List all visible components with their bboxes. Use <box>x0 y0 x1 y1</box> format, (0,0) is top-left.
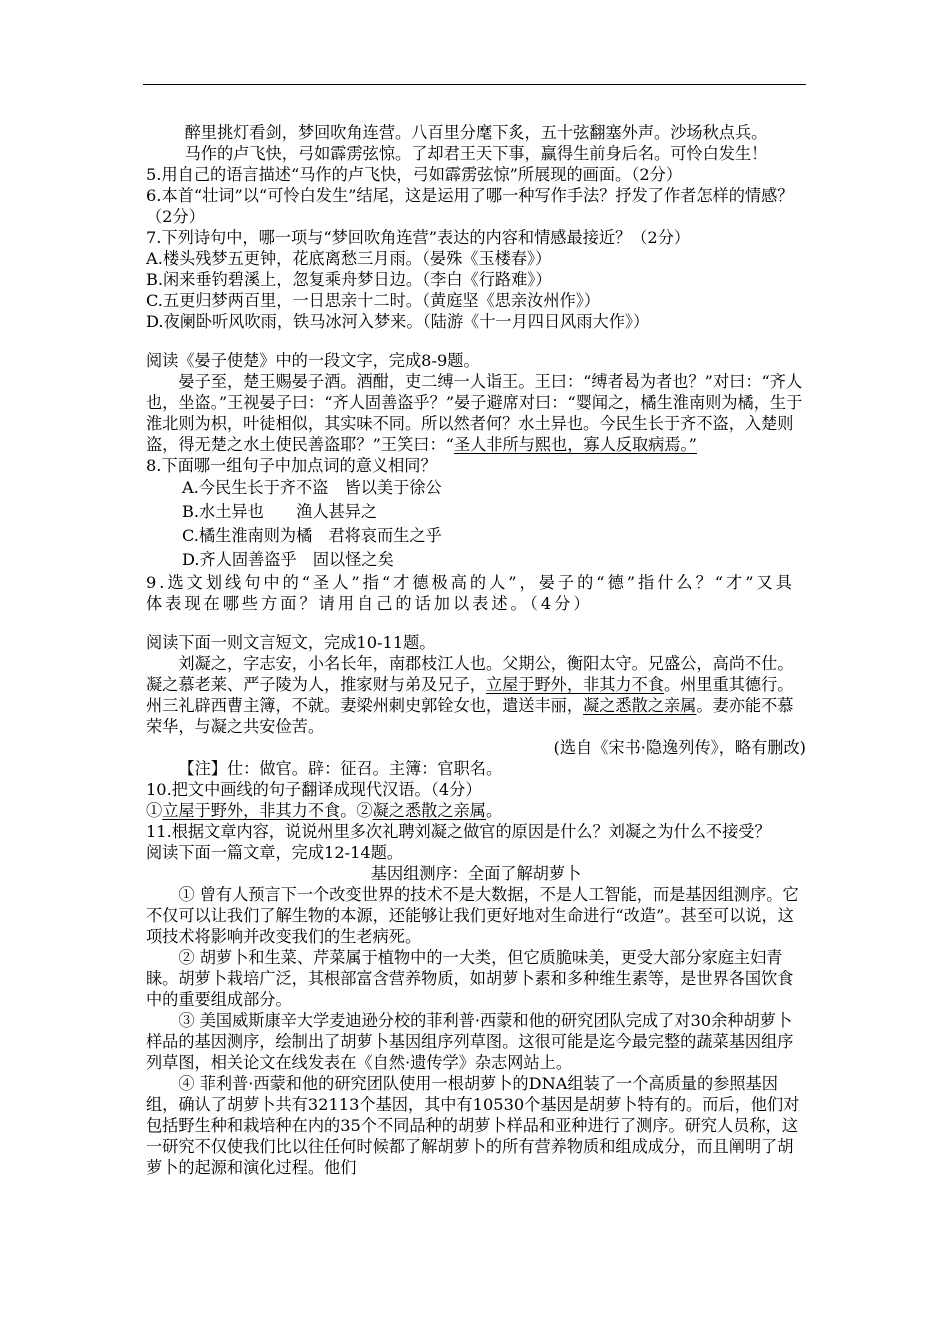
poem-line-2: 马作的卢飞快，弓如霹雳弦惊。了却君王天下事，赢得生前身后名。可怜白发生！ <box>184 144 768 163</box>
circled-number-1: ① <box>146 801 163 820</box>
yanzi-passage <box>146 371 806 455</box>
liu-text-1: 刘凝之，字志安，小名长年，南郡枝江人也。父期公，衡阳太守。兄盛公，高尚不仕。凝之慕老莱、严子陵为人，推家财与弟及兄子， <box>146 654 794 694</box>
question-5: 5.用自己的语言描述“马作的卢飞快，弓如霹雳弦惊”所展现的画面。（2分） <box>146 165 683 184</box>
question-9: 9.选文划线句中的“圣人”指“才德极高的人”，晏子的“德”指什么？“才”又具体表现在哪些方面？请用自己的话加以表述。（4分） <box>146 573 795 613</box>
liu-intro: 阅读下面一则文言短文，完成10-11题。 <box>146 633 436 652</box>
article-title: 基因组测序：全面了解胡萝卜 <box>370 864 582 883</box>
liu-text-3: 。妻亦能不慕荣华，与凝之共安俭苦。 <box>146 696 794 736</box>
section-gap <box>146 332 806 350</box>
article-paragraph-1: ① 曾有人预言下一个改变世界的技术不是大数据，不是人工智能，而是基因组测序。它不仅可以让我们了解生物的本源，还能够让我们更好地对生命进行“改造”。甚至可以说，这项技术将影响并改变我们的生老病死。 <box>146 885 799 946</box>
liu-note: 【注】仕：做官。辟：征召。主簿：官职名。 <box>178 759 503 778</box>
article-paragraph-4: ④ 菲利普·西蒙和他的研究团队使用一根胡萝卜的DNA组装了一个高质量的参照基因组，确认了胡萝卜共有32113个基因，其中有10530个基因是胡萝卜特有的。而后，他们对包括野生种和栽培种在内的35个不同品种的胡萝卜样品和亚种进行了测序。研究人员称，这一研究不仅使我们比以往任何时候都了解胡萝卜的所有营养物质和组成成分，而且阐明了胡萝卜的起源和演化过程。他们 <box>146 1074 800 1177</box>
document-page <box>146 122 806 1178</box>
question-8-option-c: C.橘生淮南则为橘 君将哀而生之乎 <box>182 526 442 545</box>
question-8-stem: 8.下面哪一组句子中加点词的意义相同？ <box>146 456 437 475</box>
liu-underline-2: 凝之悉散之亲属 <box>583 696 697 715</box>
question-7-stem: 7.下列诗句中，哪一项与“梦回吹角连营”表达的内容和情感最接近？（2分） <box>146 228 691 247</box>
question-7-option-a: A.楼头残梦五更钟，花底离愁三月雨。（晏殊《玉楼春》） <box>146 249 552 268</box>
sentence-2: 凝之悉散之亲属 <box>372 801 486 820</box>
liu-underline-1: 立屋于野外，非其力不食 <box>485 675 664 694</box>
yanzi-text: 晏子至，楚王赐晏子酒。酒酣，吏二缚一人诣王。王曰：“缚者曷为者也？”对曰：“齐人也，坐盗。”王视晏子曰：“齐人固善盗乎？”晏子避席对曰：“婴闻之，橘生淮南则为橘，生于淮北则为枳，叶徒相似，其实味不同。所以然者何？水土异也。今民生长于齐不盗，入楚则盗，得无楚之水土使民善盗耶？”王笑曰：“ <box>146 372 803 454</box>
yanzi-intro: 阅读《晏子使楚》中的一段文字，完成8-9题。 <box>146 351 480 370</box>
header-rule <box>143 84 806 85</box>
question-6: 6.本首“壮词”以“可怜白发生”结尾，这是运用了哪一种写作手法？抒发了作者怎样的情感？（2分） <box>146 186 794 226</box>
question-8-option-a: A.今民生长于齐不盗 皆以美于徐公 <box>182 478 442 497</box>
sentence-1: 立屋于野外，非其力不食 <box>162 801 341 820</box>
question-8-option-d: D.齐人固善盗乎 固以怪之矣 <box>182 550 394 569</box>
question-7-option-c: C.五更归梦两百里，一日思亲十二时。（黄庭坚《思亲汝州作》） <box>146 291 601 310</box>
question-8-option-b: B.水土异也 渔人甚异之 <box>182 502 378 521</box>
liu-source: (选自《宋书·隐逸列传》，略有删改) <box>553 738 806 757</box>
question-10-sentences <box>146 800 806 821</box>
article-paragraph-2: ② 胡萝卜和生菜、芹菜属于植物中的一大类，但它质脆味美，更受大部分家庭主妇青睐。胡萝卜栽培广泛，其根部富含营养物质，如胡萝卜素和多种维生素等，是世界各国饮食中的重要组成部分。 <box>146 948 794 1009</box>
article-intro: 阅读下面一篇文章，完成12-14题。 <box>146 843 404 862</box>
question-10-stem: 10.把文中画线的句子翻译成现代汉语。（4分） <box>146 780 482 799</box>
sentence-separator: 。② <box>340 801 373 820</box>
question-7-option-b: B.闲来垂钓碧溪上，忽复乘舟梦日边。（李白《行路难》） <box>146 270 552 289</box>
yanzi-underlined-sentence: 圣人非所与熙也，寡人反取病焉。” <box>453 435 697 454</box>
article-paragraph-3: ③ 美国威斯康辛大学麦迪逊分校的菲利普·西蒙和他的研究团队完成了对30余种胡萝卜样品的基因测序，绘制出了胡萝卜基因组序列草图。这很可能是迄今最完整的蔬菜基因组序列草图，相关论文在线发表在《自然·遗传学》杂志网站上。 <box>146 1011 794 1072</box>
section-gap <box>146 614 806 632</box>
poem-line-1: 醉里挑灯看剑，梦回吹角连营。八百里分麾下炙，五十弦翻塞外声。沙场秋点兵。 <box>184 123 768 142</box>
question-7-option-d: D.夜阑卧听风吹雨，铁马冰河入梦来。（陆游《十一月四日风雨大作》） <box>146 312 650 331</box>
liu-passage <box>146 653 806 737</box>
question-11: 11.根据文章内容，说说州里多次礼聘刘凝之做官的原因是什么？刘凝之为什么不接受？ <box>146 822 771 841</box>
liu-text-2: 。州里重其德行。州三礼辟西曹主簿，不就。妻梁州刺史郭铨女也，遣送丰丽， <box>146 675 794 715</box>
sentence-end: 。 <box>485 801 503 820</box>
